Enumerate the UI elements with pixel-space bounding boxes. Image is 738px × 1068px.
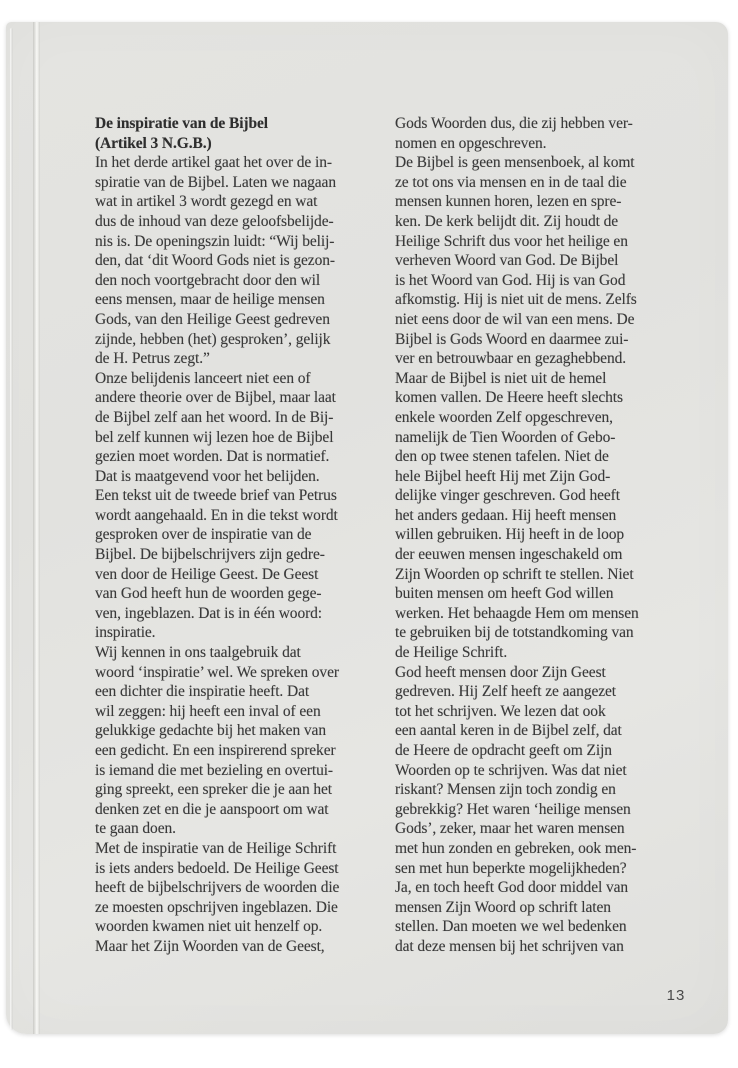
text-line: afkomstig. Hij is niet uit de mens. Zelfs bbox=[395, 291, 637, 309]
text-line: ken. De kerk belijdt dit. Zij houdt de bbox=[395, 212, 619, 230]
text-line: van God heeft hun de woorden gege- bbox=[95, 585, 322, 603]
text-line: den noch voortgebracht door den wil bbox=[95, 271, 321, 289]
text-line: wordt aangehaald. En in die tekst wordt bbox=[95, 506, 338, 524]
text-line: Zijn Woorden op schrift te stellen. Niet bbox=[395, 565, 634, 583]
text-line: Woorden op te schrijven. Was dat niet bbox=[395, 761, 627, 779]
text-line: stellen. Dan moeten we wel bedenken bbox=[395, 918, 627, 936]
text-line: Maar de Bijbel is niet uit de hemel bbox=[395, 369, 607, 387]
text-line: Bijbel is Gods Woord en daarmee zui- bbox=[395, 330, 629, 348]
text-line: den, dat ‘dit Woord Gods niet is gezon- bbox=[95, 252, 335, 270]
text-line: wil zeggen: hij heeft een inval of een bbox=[95, 702, 321, 720]
page-number: 13 bbox=[666, 987, 686, 1004]
text-line: gezien moet worden. Dat is normatief. bbox=[95, 448, 330, 466]
text-line: het anders gedaan. Hij heeft mensen bbox=[395, 506, 617, 524]
text-line: gebrekkig? Het waren ‘heilige mensen bbox=[395, 800, 631, 818]
text-line: Bijbel. De bijbelschrijvers zijn gedre- bbox=[95, 546, 325, 564]
text-line: der eeuwen mensen ingeschakeld om bbox=[395, 546, 623, 564]
text-line: Maar het Zijn Woorden van de Geest, bbox=[95, 937, 325, 955]
text-line: gedreven. Hij Zelf heeft ze aangezet bbox=[395, 683, 617, 701]
text-line: mensen kunnen horen, lezen en spre- bbox=[395, 193, 622, 211]
text-line: Gods Woorden dus, die zij hebben ver- bbox=[395, 115, 633, 132]
page-stack-edge bbox=[10, 28, 13, 1030]
text-line: Gods’, zeker, maar het waren mensen bbox=[395, 820, 625, 838]
text-line: andere theorie over de Bijbel, maar laat bbox=[95, 389, 336, 407]
text-line: sen met hun beperkte mogelijkheden? bbox=[395, 859, 627, 877]
text-line: tot het schrijven. We lezen dat ook bbox=[395, 702, 606, 720]
text-line: Heilige Schrift dus voor het heilige en bbox=[395, 232, 628, 250]
text-line: is het Woord van God. Hij is van God bbox=[395, 271, 626, 289]
text-line: de H. Petrus zegt.” bbox=[95, 350, 210, 368]
text-line: De Bijbel is geen mensenboek, al komt bbox=[395, 154, 635, 172]
text-line: te gaan doen. bbox=[95, 820, 176, 838]
text-line: God heeft mensen door Zijn Geest bbox=[395, 663, 606, 681]
text-line: heeft de bijbelschrijvers de woorden die bbox=[95, 879, 340, 897]
binding-crease bbox=[33, 22, 40, 1034]
right-column bbox=[395, 114, 693, 957]
text-line: nis is. De openingszin luidt: “Wij belij- bbox=[95, 232, 335, 250]
article-title-line2: (Artikel 3 N.G.B.) bbox=[95, 134, 212, 152]
text-line: de Heilige Schrift. bbox=[395, 644, 508, 662]
text-line: ging spreekt, een spreker die je aan het bbox=[95, 781, 333, 799]
text-line: is iemand die met bezieling en overtui- bbox=[95, 761, 333, 779]
text-line: Ja, en toch heeft God door middel van bbox=[395, 879, 629, 897]
text-line: riskant? Mensen zijn toch zondig en bbox=[395, 781, 616, 799]
text-line: gelukkige gedachte bij het maken van bbox=[95, 722, 326, 740]
left-column-text bbox=[95, 153, 393, 956]
text-line: Met de inspiratie van de Heilige Schrift bbox=[95, 839, 337, 857]
text-line: woorden kwamen niet uit henzelf op. bbox=[95, 918, 323, 936]
text-line: nomen en opgeschreven. bbox=[395, 134, 547, 152]
text-line: een gedicht. En een inspirerend spreker bbox=[95, 742, 336, 759]
text-line: de Heere de opdracht geeft om Zijn bbox=[395, 742, 612, 759]
text-line: hele Bijbel heeft Hij met Zijn God- bbox=[395, 467, 611, 485]
text-line: gesproken over de inspiratie van de bbox=[95, 526, 312, 544]
text-line: Wij kennen in ons taalgebruik dat bbox=[95, 644, 301, 662]
text-line: denken zet en die je aanspoort om wat bbox=[95, 800, 329, 818]
text-line: verheven Woord van God. De Bijbel bbox=[395, 252, 619, 270]
text-line: ven, ingeblazen. Dat is in één woord: bbox=[95, 604, 323, 622]
text-line: te gebruiken bij de totstandkoming van bbox=[395, 624, 634, 642]
text-line: willen gebruiken. Hij heeft in de loop bbox=[395, 526, 625, 544]
text-line: ver en betrouwbaar en gezaghebbend. bbox=[395, 350, 627, 368]
text-line: ven door de Heilige Geest. De Geest bbox=[95, 565, 319, 583]
text-line: is iets anders bedoeld. De Heilige Geest bbox=[95, 859, 339, 877]
text-line: wat in artikel 3 wordt gezegd en wat bbox=[95, 193, 318, 211]
text-line: mensen Zijn Woord op schrift laten bbox=[395, 898, 611, 916]
left-column bbox=[95, 114, 393, 957]
text-line: namelijk de Tien Woorden of Gebo- bbox=[395, 428, 616, 446]
scanned-page bbox=[6, 22, 728, 1034]
text-line: delijke vinger geschreven. God heeft bbox=[395, 487, 620, 505]
text-line: Een tekst uit de tweede brief van Petrus bbox=[95, 487, 337, 505]
text-line: eens mensen, maar de heilige mensen bbox=[95, 291, 325, 309]
text-line: woord ‘inspiratie’ wel. We spreken over bbox=[95, 663, 339, 681]
text-line: ze tot ons via mensen en in de taal die bbox=[395, 173, 627, 191]
text-line: met hun zonden en gebreken, ook men- bbox=[395, 839, 637, 857]
text-line: spiratie van de Bijbel. Laten we nagaan bbox=[95, 173, 336, 191]
text-line: een dichter die inspiratie heeft. Dat bbox=[95, 683, 310, 701]
text-line: dat deze mensen bij het schrijven van bbox=[395, 937, 624, 955]
text-line: In het derde artikel gaat het over de in- bbox=[95, 154, 332, 172]
text-line: buiten mensen om heeft God willen bbox=[395, 585, 614, 603]
text-line: Gods, van den Heilige Geest gedreven bbox=[95, 310, 330, 328]
text-line: den op twee stenen tafelen. Niet de bbox=[395, 448, 609, 466]
article-title bbox=[95, 114, 393, 153]
text-line: Dat is maatgevend voor het belijden. bbox=[95, 467, 320, 485]
text-line: inspiratie. bbox=[95, 624, 156, 642]
text-line: komen vallen. De Heere heeft slechts bbox=[395, 389, 623, 407]
article-title-line1: De inspiratie van de Bijbel bbox=[95, 115, 268, 132]
text-line: zijnde, hebben (het) gesproken’, gelijk bbox=[95, 330, 331, 348]
text-line: ze moesten opschrijven ingeblazen. Die bbox=[95, 898, 338, 916]
text-line: bel zelf kunnen wij lezen hoe de Bijbel bbox=[95, 428, 334, 446]
text-line: werken. Het behaagde Hem om mensen bbox=[395, 604, 639, 622]
text-line: Onze belijdenis lanceert niet een of bbox=[95, 369, 311, 387]
text-line: niet eens door de wil van een mens. De bbox=[395, 310, 635, 328]
text-line: enkele woorden Zelf opgeschreven, bbox=[395, 408, 613, 426]
text-line: de Bijbel zelf aan het woord. In de Bij- bbox=[95, 408, 334, 426]
right-column-text bbox=[395, 114, 693, 957]
text-line: dus de inhoud van deze geloofsbelijde- bbox=[95, 212, 334, 230]
text-line: een aantal keren in de Bijbel zelf, dat bbox=[395, 722, 622, 740]
